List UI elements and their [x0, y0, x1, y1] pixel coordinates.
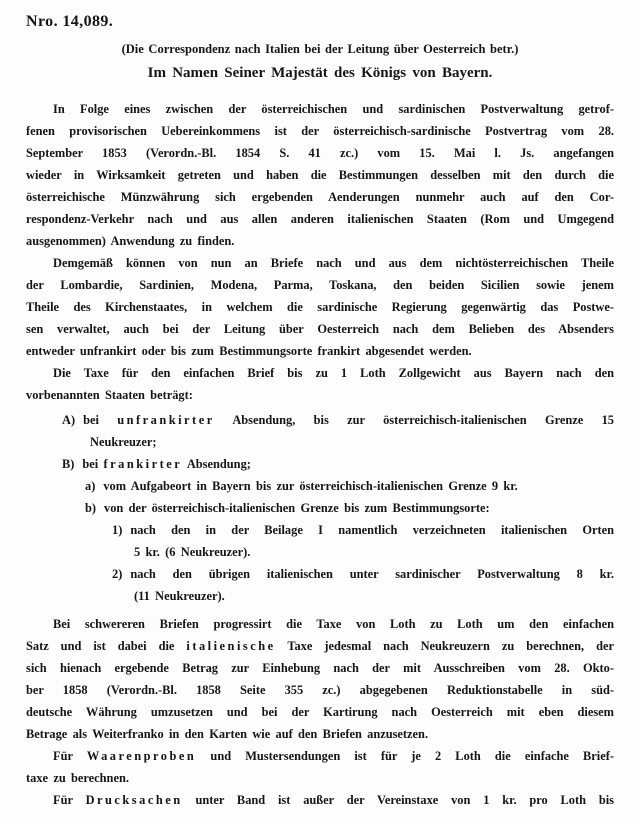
- text-line: wieder in Wirksamkeit getreten und haben die Bestimmungen desselben mit den durch die: [26, 168, 614, 182]
- paragraph-3: [26, 362, 614, 406]
- text-line: sich hienach ergebende Betrag zur Einhebung nach der mit Ausschreiben vom 28. Okto-: [26, 661, 614, 675]
- text-line: September 1853 (Verordn.-Bl. 1854 S. 41 zc.) vom 15. Mai l. Js. angefangen: [26, 146, 614, 160]
- list-marker: a): [85, 479, 96, 493]
- text-line: ber 1858 (Verordn.-Bl. 1858 Seite 355 zc.) abgegebenen Reduktionstabelle in süd-: [26, 683, 614, 697]
- letterspaced-word: frankirter: [103, 457, 183, 471]
- list-marker: A): [62, 413, 76, 427]
- text-segment: Satz und ist dabei die: [26, 639, 175, 653]
- text-segment: bei: [82, 457, 99, 471]
- text-line: [26, 789, 614, 811]
- text-segment: von der österreichisch-italienischen Grenze bis zum Bestimmungsorte:: [104, 501, 490, 515]
- text-segment: Absendung, bis zur österreichisch-italienischen Grenze 15: [232, 413, 614, 427]
- proclamation-title: Im Namen Seiner Majestät des Königs von Bayern.: [147, 65, 493, 81]
- list-item-A: [26, 409, 614, 431]
- list-item-b1-continuation: 5 kr. (6 Neukreuzer).: [134, 545, 251, 559]
- text-line: deutsche Währung umzusetzen und bei der Kartirung nach Oesterreich mit eben diesem: [26, 705, 614, 719]
- letterspaced-word: unfrankirter: [117, 413, 215, 427]
- document-body: [26, 98, 614, 811]
- text-segment: und Mustersendungen ist für je 2 Loth die einfache Brief-: [210, 749, 614, 763]
- text-segment: Für: [53, 793, 73, 807]
- text-line: Die Taxe für den einfachen Brief bis zu 1 Loth Zollgewicht aus Bayern nach den: [53, 366, 614, 380]
- text-line: respondenz-Verkehr nach und aus allen anderen italienischen Staaten (Rom und Umgegend: [26, 212, 614, 226]
- text-segment: unter Band ist außer der Vereinstaxe von 1 kr. pro Loth bis: [195, 793, 614, 807]
- text-segment: bei: [83, 413, 99, 427]
- text-line: entweder unfrankirt oder bis zum Bestimmungsorte frankirt abgesendet werden.: [26, 344, 472, 358]
- letterspaced-word: italienische: [186, 639, 276, 653]
- list-item-a: [26, 475, 614, 497]
- text-segment: Taxe jedesmal nach Neukreuzern zu berechnen, der: [287, 639, 614, 653]
- text-segment: nach den übrigen italienischen unter sardinischer Postverwaltung 8 kr.: [130, 567, 614, 581]
- document-number: Nro. 14,089.: [26, 13, 114, 30]
- text-line: [26, 745, 614, 767]
- list-item-b2: [26, 563, 614, 585]
- list-item-B: [26, 453, 614, 475]
- text-line: Bei schwereren Briefen progressirt die Taxe von Loth zu Loth um den einfachen: [53, 617, 614, 631]
- text-segment: Absendung;: [186, 457, 251, 471]
- text-line: Demgemäß können von nun an Briefe nach und aus dem nichtösterreichischen Theile: [53, 256, 614, 270]
- list-marker: 2): [112, 567, 123, 581]
- text-line: österreichische Münzwährung sich ergebenden Aenderungen nunmehr auch auf den Cor-: [26, 190, 614, 204]
- text-segment: Für: [53, 749, 73, 763]
- paragraph-2: [26, 252, 614, 362]
- paragraph-6: [26, 789, 614, 811]
- list-marker: 1): [112, 523, 123, 537]
- text-line: [26, 635, 614, 657]
- text-line: fenen provisorischen Uebereinkommens ist der österreichisch-sardinische Postvertrag vom 28.: [26, 124, 614, 138]
- text-line: sen verwaltet, auch bei der Leitung über Oesterreich nach dem Belieben des Absenders: [26, 322, 614, 336]
- text-line: der Lombardie, Sardinien, Modena, Parma, Toskana, den beiden Sicilien sowie jenem: [26, 278, 614, 292]
- text-line: vorbenannten Staaten beträgt:: [26, 388, 193, 402]
- document-content: [26, 10, 614, 811]
- list-marker: b): [85, 501, 97, 515]
- letterspaced-word: Drucksachen: [85, 793, 183, 807]
- letterspaced-word: Waarenproben: [86, 749, 197, 763]
- list-item-A-continuation: Neukreuzer;: [90, 435, 157, 449]
- paragraph-4: [26, 613, 614, 745]
- paragraph-5: [26, 745, 614, 789]
- text-line: Betrage als Weiterfranko in den Karten wie auf den Briefen anzusetzen.: [26, 727, 429, 741]
- tariff-list: [26, 409, 614, 607]
- text-line: taxe zu berechnen.: [26, 771, 129, 785]
- list-item-b1: [26, 519, 614, 541]
- list-item-b2-continuation: (11 Neukreuzer).: [134, 589, 225, 603]
- text-line: ausgenommen) Anwendung zu finden.: [26, 234, 235, 248]
- list-item-b: [26, 497, 614, 519]
- list-marker: B): [62, 457, 75, 471]
- text-segment: nach den in der Beilage I namentlich verzeichneten italienischen Orten: [130, 523, 614, 537]
- paragraph-1: [26, 98, 614, 252]
- text-segment: vom Aufgabeort in Bayern bis zur österreichisch-italienischen Grenze 9 kr.: [103, 479, 518, 493]
- text-line: Theile des Kirchenstaates, in welchem die sardinische Regierung gegenwärtig das Postwe-: [26, 300, 614, 314]
- subject-line: (Die Correspondenz nach Italien bei der Leitung über Oesterreich betr.): [121, 42, 519, 56]
- text-line: In Folge eines zwischen der österreichischen und sardinischen Postverwaltung getrof-: [53, 102, 614, 116]
